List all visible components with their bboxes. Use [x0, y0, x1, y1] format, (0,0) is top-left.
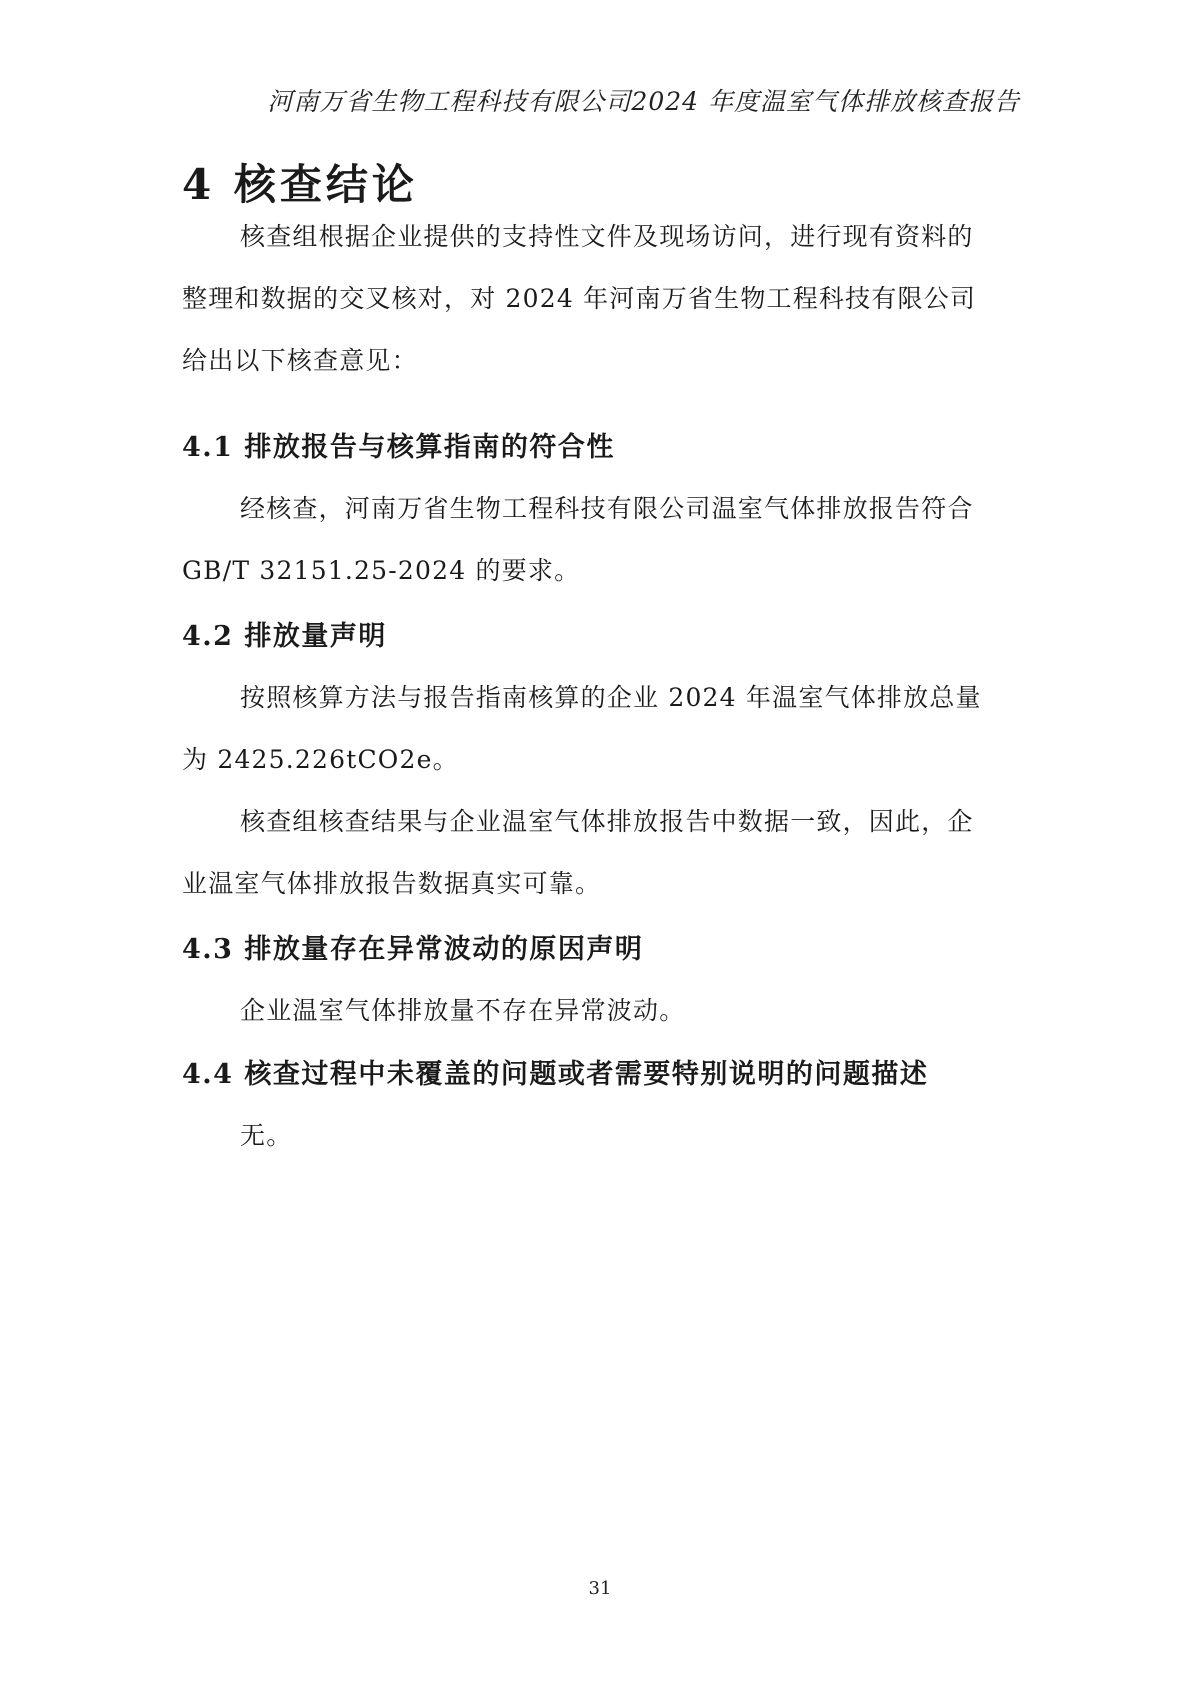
section-heading-4-4: 4.4 核查过程中未覆盖的问题或者需要特别说明的问题描述 — [182, 1059, 929, 1090]
section-4-3-paragraph — [182, 980, 1020, 1042]
section-heading-4-2: 4.2 排放量声明 — [182, 621, 387, 652]
intro-line: 核查组根据企业提供的支持性文件及现场访问，进行现有资料的 — [240, 222, 974, 251]
paragraph-line: 按照核算方法与报告指南核算的企业 2024 年温室气体排放总量 — [240, 683, 982, 712]
paragraph-line: 无。 — [240, 1121, 293, 1150]
running-header: 河南万省生物工程科技有限公司2024 年度温室气体排放核查报告 — [267, 87, 1020, 116]
paragraph-line: 核查组核查结果与企业温室气体排放报告中数据一致，因此，企 — [240, 807, 974, 836]
section-4-1-paragraph — [182, 478, 1020, 602]
paragraph-line: GB/T 32151.25-2024 的要求。 — [182, 556, 581, 585]
intro-line: 给出以下核查意见： — [182, 346, 418, 375]
section-4-4-paragraph — [182, 1105, 1020, 1167]
paragraph-line: 企业温室气体排放量不存在异常波动。 — [240, 996, 686, 1025]
paragraph-line: 经核查，河南万省生物工程科技有限公司温室气体排放报告符合 — [240, 494, 974, 523]
section-heading-4-3: 4.3 排放量存在异常波动的原因声明 — [182, 934, 644, 965]
header-divider — [183, 122, 1018, 123]
paragraph-line: 业温室气体排放报告数据真实可靠。 — [182, 869, 602, 898]
page-number: 31 — [588, 1578, 612, 1599]
intro-line: 整理和数据的交叉核对，对 2024 年河南万省生物工程科技有限公司 — [182, 284, 977, 313]
section-4-2-paragraph — [182, 667, 1020, 915]
paragraph-line: 为 2425.226tCO2e。 — [182, 745, 459, 774]
chapter-title: 4 核查结论 — [182, 160, 418, 209]
intro-paragraph — [182, 206, 1020, 392]
section-heading-4-1: 4.1 排放报告与核算指南的符合性 — [182, 432, 615, 463]
